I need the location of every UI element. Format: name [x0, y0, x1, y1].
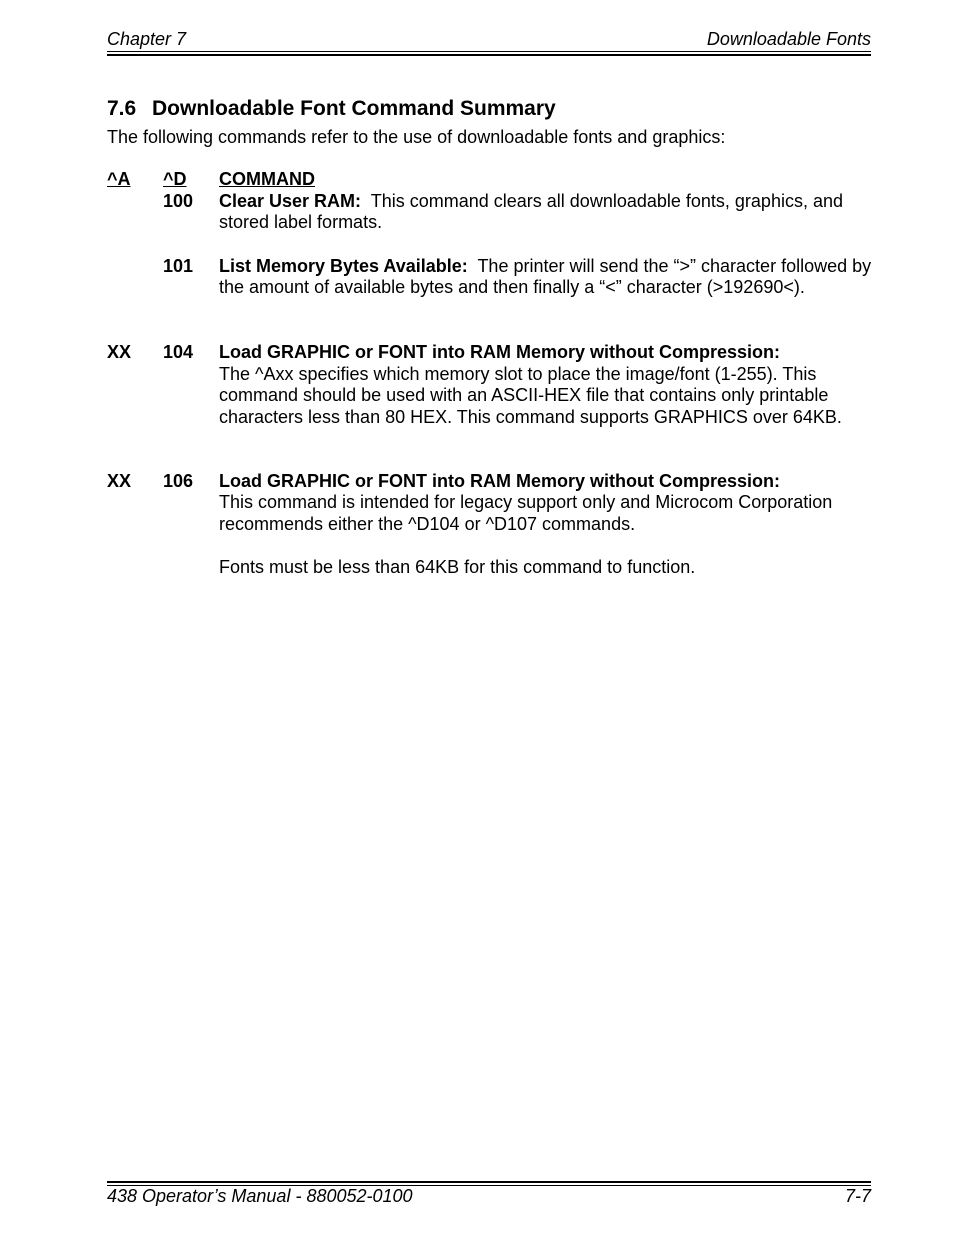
- section-heading: [107, 96, 556, 122]
- row-text: This command is intended for legacy support only and Microcom Corporation recommends either the ^D104 or ^D107 commands.: [219, 492, 833, 534]
- page-number: 7-7: [844, 1186, 871, 1206]
- row-text: This command clears all downloadable fonts, graphics, and stored label formats.: [219, 190, 843, 232]
- row-description: [219, 342, 879, 428]
- section-intro: The following commands refer to the use of downloadable fonts and graphics:: [107, 127, 726, 147]
- footer-rule-thick: [107, 1181, 871, 1183]
- row-text: The ^Axx specifies which memory slot to place the image/font (1-255). This command should be used with an ASCII-HEX file that contains only printable characters less than 80 HEX. This command supports GRAPHICS over 64KB.: [219, 363, 842, 427]
- column-header-command: COMMAND: [219, 169, 315, 189]
- row-description: [219, 256, 879, 299]
- row-d-code: 100: [163, 190, 194, 211]
- row-note: Fonts must be less than 64KB for this command to function.: [219, 556, 696, 577]
- row-a-value: XX: [107, 342, 132, 362]
- footer-manual-title: 438 Operator’s Manual - 880052-0100: [107, 1186, 413, 1206]
- row-title: Load GRAPHIC or FONT into RAM Memory without Compression:: [219, 470, 780, 491]
- column-header-d: ^D: [163, 169, 187, 189]
- row-title: Load GRAPHIC or FONT into RAM Memory without Compression:: [219, 342, 780, 362]
- column-header-a: ^A: [107, 169, 131, 189]
- row-description: [219, 191, 879, 234]
- header-rule: [107, 51, 871, 52]
- row-title: Clear User RAM:: [219, 190, 362, 211]
- row-title: List Memory Bytes Available:: [219, 255, 468, 276]
- page-footer: [107, 1184, 871, 1208]
- row-description: [219, 471, 879, 579]
- header-title: Downloadable Fonts: [706, 29, 871, 49]
- row-d-code: 106: [163, 470, 194, 491]
- page-header: [107, 27, 871, 51]
- row-d-code: 104: [163, 342, 194, 362]
- section-title: Downloadable Font Command Summary: [152, 97, 556, 120]
- row-text: The printer will send the “>” character followed by the amount of available bytes and then finally a “<” character (>192690<).: [219, 255, 872, 297]
- header-chapter: Chapter 7: [107, 29, 187, 49]
- header-rule-thick: [107, 54, 871, 56]
- row-d-code: 101: [163, 255, 194, 276]
- section-number: 7.6: [107, 97, 137, 120]
- row-a-value: XX: [107, 470, 132, 491]
